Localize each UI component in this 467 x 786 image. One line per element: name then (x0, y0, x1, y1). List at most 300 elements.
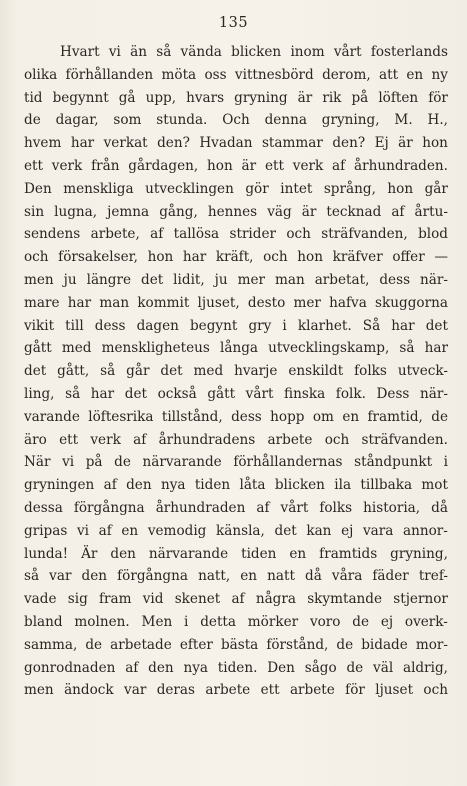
word: det (124, 385, 147, 402)
word: vi (76, 522, 89, 539)
text-line (24, 679, 448, 702)
word: vemodig (147, 522, 207, 539)
word: århundraden. (354, 157, 448, 174)
word: ljuset, (197, 294, 240, 311)
word: af (391, 203, 405, 220)
text-line (24, 223, 448, 246)
word: förgångna (117, 568, 188, 585)
word: löftesrika (88, 408, 154, 425)
text-line (24, 109, 448, 132)
word: århundradens (158, 431, 256, 448)
word: hvars (186, 89, 225, 106)
word: en (406, 66, 424, 83)
word: några (255, 591, 296, 608)
word: de (431, 408, 448, 425)
text-line (24, 64, 448, 87)
word: är (241, 157, 257, 174)
word: det (274, 522, 297, 539)
word: har (70, 135, 95, 152)
word: så (156, 44, 172, 60)
word: känsla, (216, 522, 265, 539)
word: tid (24, 89, 43, 106)
word: mer (237, 271, 266, 288)
word: mer (293, 294, 321, 311)
word: af (125, 659, 139, 676)
word: klarhet. (297, 317, 352, 334)
word: desto (247, 294, 286, 311)
word: tillbaka (360, 477, 413, 494)
word: kommit (137, 294, 190, 311)
text-line (24, 132, 448, 155)
word: arbete (205, 682, 251, 699)
word: men (24, 682, 54, 699)
word: af (98, 522, 112, 539)
word: väl (373, 659, 394, 676)
word: om (312, 408, 334, 425)
word: sig (67, 591, 88, 608)
word: att (379, 66, 399, 83)
word: en (342, 408, 360, 425)
word: gripas (24, 522, 68, 539)
word: förstånd, (266, 636, 329, 653)
word: än (130, 44, 147, 60)
word: deras (156, 682, 196, 699)
word: folks (319, 499, 353, 516)
word: verk (51, 157, 83, 174)
word: med (193, 363, 224, 380)
word: löften (378, 89, 419, 106)
word: vade (24, 591, 57, 608)
word: detta (200, 613, 236, 630)
word: så (100, 363, 116, 380)
word: med (61, 340, 92, 357)
word: och (24, 249, 49, 266)
word: folks (354, 363, 387, 380)
word: för (428, 89, 448, 106)
word: lunda! (24, 545, 69, 562)
word: i (282, 317, 287, 334)
word: den (81, 568, 108, 585)
word: förhållanden (65, 66, 154, 83)
word: tiden (194, 477, 231, 494)
word: hopp (270, 408, 305, 425)
word: dessa (24, 499, 63, 516)
word: rik (322, 89, 342, 106)
word: hennes (207, 203, 258, 220)
word: af (150, 226, 164, 243)
word: ju (214, 271, 228, 288)
word: af (332, 157, 346, 174)
word: arbete (267, 431, 313, 448)
word: aldrig, (402, 659, 448, 676)
word: gryning, (390, 545, 448, 562)
text-line (24, 474, 448, 497)
word: när- (420, 385, 448, 402)
word: tiden. (217, 659, 258, 676)
word: Dess (376, 385, 410, 402)
word: lugna, (54, 203, 98, 220)
word: de (24, 112, 41, 129)
word: århundraden (155, 499, 246, 516)
word: de (85, 636, 103, 653)
word: Hvart (60, 44, 100, 60)
word: i (443, 454, 448, 471)
text-line (24, 657, 448, 680)
word: den (110, 545, 136, 562)
word: dagar, (55, 112, 99, 129)
word: vända (180, 44, 222, 60)
word: var (124, 682, 147, 699)
word: den (126, 477, 152, 494)
word: denna (264, 112, 307, 129)
word: jemna (107, 203, 150, 220)
word: Och (222, 112, 250, 129)
word: ståndpunkt (354, 454, 433, 471)
word: äro (24, 431, 47, 448)
word: begynnt (52, 89, 109, 106)
text-line (24, 451, 448, 474)
word: stunda. (156, 112, 208, 129)
word: ett (264, 157, 284, 174)
word: är (297, 89, 313, 106)
word: och (263, 249, 288, 266)
word: hon (387, 180, 414, 197)
word: det (160, 363, 183, 380)
word: dess (94, 317, 126, 334)
word: vi (62, 454, 75, 471)
word: vårt (333, 44, 362, 60)
word: arbetat, (314, 271, 370, 288)
text-line (24, 634, 448, 657)
word: blicken (274, 477, 325, 494)
text-line (24, 155, 448, 178)
text-line (24, 315, 448, 338)
word: ej (380, 613, 394, 630)
word: det (425, 317, 448, 334)
word: af (133, 431, 147, 448)
word: gå (118, 89, 136, 106)
word: finska (284, 385, 326, 402)
word: dess (231, 408, 262, 425)
text-line (24, 201, 448, 224)
word: låta (239, 477, 266, 494)
word: på (351, 89, 369, 106)
text-line (24, 429, 448, 452)
word: de (352, 613, 370, 630)
word: en (289, 545, 307, 562)
word: historia, (363, 499, 421, 516)
word: Men (141, 613, 173, 630)
word: utveck- (397, 363, 448, 380)
word: hon (147, 249, 174, 266)
word: vi (108, 44, 121, 60)
word: lidit, (173, 271, 205, 288)
word: så (24, 568, 40, 585)
text-line (24, 497, 448, 520)
word: bästa (220, 636, 259, 653)
word: hvem (24, 135, 62, 152)
text-line (24, 406, 448, 429)
word: Så (362, 317, 381, 334)
word: vara (362, 522, 394, 539)
word: H., (427, 112, 448, 129)
word: kräft, (215, 249, 254, 266)
word: menskligheteus (101, 340, 210, 357)
text-line (24, 520, 448, 543)
word: ett (59, 431, 79, 448)
word: Är (81, 545, 98, 562)
word: verk (292, 157, 324, 174)
word: det (24, 363, 47, 380)
word: menskliga (63, 180, 134, 197)
word: har (67, 294, 92, 311)
word: den? (157, 135, 190, 152)
word: på (85, 454, 103, 471)
word: man (274, 271, 305, 288)
word: verkat (103, 135, 148, 152)
word: af (256, 499, 270, 516)
word: molnen. (74, 613, 130, 630)
word: ila (334, 477, 352, 494)
word: dagen (136, 317, 179, 334)
word: gått (207, 385, 236, 402)
text-line (24, 565, 448, 588)
word: strider (229, 226, 277, 243)
word: upp, (145, 89, 177, 106)
word: tref- (418, 568, 448, 585)
word: från (91, 157, 120, 174)
word: ändock (64, 682, 114, 699)
word: det (141, 271, 164, 288)
word: arbetade (110, 636, 172, 653)
word: stjernor (393, 591, 448, 608)
text-line (24, 41, 448, 64)
word: längre (86, 271, 132, 288)
word: har (424, 340, 448, 357)
word: men (24, 271, 54, 288)
word: är (398, 135, 413, 152)
word: verk (90, 431, 121, 448)
word: fäder (372, 568, 409, 585)
word: annor- (402, 522, 448, 539)
text-line (24, 360, 448, 383)
word: också (157, 385, 197, 402)
word: af (231, 591, 245, 608)
word: och (324, 431, 350, 448)
word: af (103, 477, 117, 494)
word: gått (24, 340, 52, 357)
word: — (434, 249, 448, 266)
word: mare (24, 294, 60, 311)
word: mot (421, 477, 448, 494)
word: en (240, 568, 258, 585)
word: natt, (198, 568, 231, 585)
word: hon (207, 157, 233, 174)
word: gör (245, 180, 269, 197)
word: dess (379, 271, 411, 288)
word: har (90, 385, 115, 402)
word: M. (394, 112, 413, 129)
word: bidade (361, 636, 408, 653)
word: skuggorna (375, 294, 448, 311)
word: ling, (24, 385, 55, 402)
word: hafva (329, 294, 367, 311)
word: den? (332, 135, 366, 152)
word: efter (179, 636, 213, 653)
word: blod (418, 226, 448, 243)
word: gonrodnaden (24, 659, 116, 676)
word: tiden (241, 545, 277, 562)
word: vid (142, 591, 164, 608)
text-line (24, 246, 448, 269)
word: fram (99, 591, 132, 608)
word: enskildt (288, 363, 344, 380)
word: när- (420, 271, 448, 288)
word: tecknad (326, 203, 382, 220)
word: långa (220, 340, 259, 357)
word: Den (267, 659, 295, 676)
word: fosterlands (370, 44, 448, 60)
word: sin (24, 203, 45, 220)
word: som (113, 112, 142, 129)
word: sendens (24, 226, 81, 243)
word: stammar (261, 135, 323, 152)
text-line (24, 87, 448, 110)
word: närvarande (148, 545, 229, 562)
word: var (49, 568, 72, 585)
word: utvecklingskamp, (268, 340, 390, 357)
word: voro (309, 613, 341, 630)
word: vårt (280, 499, 309, 516)
word: framtids (319, 545, 378, 562)
word: mor- (415, 636, 448, 653)
word: hon (422, 135, 448, 152)
word: gått, (57, 363, 90, 380)
word: Den (24, 180, 52, 197)
word: har (182, 249, 207, 266)
word: Ej (374, 135, 389, 152)
word: de (336, 636, 354, 653)
word: vikit (24, 317, 55, 334)
word: bland (24, 613, 63, 630)
word: begynt (189, 317, 238, 334)
word: gårdagen, (128, 157, 199, 174)
word: gryning (234, 89, 288, 106)
text-line (24, 178, 448, 201)
word: vårt (245, 385, 274, 402)
word: gryning, (321, 112, 380, 129)
word: förgångna (73, 499, 145, 516)
word: varande (24, 408, 80, 425)
word: kan (306, 522, 332, 539)
text-line (24, 292, 448, 315)
word: och (423, 682, 448, 699)
word: gång, (159, 203, 198, 220)
word: en (121, 522, 139, 539)
word: nya (183, 659, 208, 676)
word: närvarande (142, 454, 222, 471)
word: När (24, 454, 51, 471)
word: så (399, 340, 415, 357)
word: overk- (404, 613, 448, 630)
text-line (24, 611, 448, 634)
word: går (126, 363, 150, 380)
word: skymtande (307, 591, 383, 608)
text-line (24, 337, 448, 360)
word: den (148, 659, 174, 676)
word: hon (297, 249, 323, 266)
word: offer (392, 249, 425, 266)
word: förhållandernas (233, 454, 343, 471)
word: ljuset (375, 682, 414, 699)
word: ett (260, 682, 280, 699)
word: tillstånd, (161, 408, 223, 425)
word: så (65, 385, 81, 402)
word: kräfver (332, 249, 383, 266)
word: de (346, 659, 364, 676)
page-number: 135 (218, 15, 249, 31)
word: har (391, 317, 415, 334)
word: olika (24, 66, 58, 83)
word: mörker (247, 613, 299, 630)
word: våra (331, 568, 363, 585)
word: ju (63, 271, 77, 288)
word: i (184, 613, 189, 630)
word: väg (267, 203, 292, 220)
text-line (24, 543, 448, 566)
word: möta (161, 66, 197, 83)
word: ny (431, 66, 448, 83)
body-text (24, 41, 448, 702)
word: Hvadan (199, 135, 253, 152)
word: framtid, (367, 408, 423, 425)
word: sågo (304, 659, 337, 676)
word: försakelser, (58, 249, 138, 266)
word: vittnesbörd (234, 66, 314, 83)
word: inom (290, 44, 325, 60)
word: arbete, (90, 226, 140, 243)
text-line (24, 269, 448, 292)
word: intet (280, 180, 313, 197)
word: skenet (174, 591, 221, 608)
word: då (431, 499, 448, 516)
word: går (424, 180, 448, 197)
word: för (345, 682, 365, 699)
word: årtu- (414, 203, 448, 220)
word: språng, (323, 180, 376, 197)
text-line (24, 383, 448, 406)
word: gry (248, 317, 272, 334)
word: man (99, 294, 130, 311)
word: ej (341, 522, 354, 539)
word: sträfvanden. (361, 431, 448, 448)
word: derom, (322, 66, 371, 83)
word: nya (160, 477, 186, 494)
word: hvarje (234, 363, 278, 380)
word: oss (204, 66, 227, 83)
word: är (301, 203, 317, 220)
word: ett (24, 157, 43, 174)
word: de (114, 454, 131, 471)
word: arbete (289, 682, 335, 699)
text-line (24, 588, 448, 611)
word: folk. (335, 385, 366, 402)
word: sträfvanden, (321, 226, 408, 243)
word: natt (267, 568, 295, 585)
word: tallösa (173, 226, 220, 243)
word: då (305, 568, 322, 585)
word: gryningen (24, 477, 95, 494)
